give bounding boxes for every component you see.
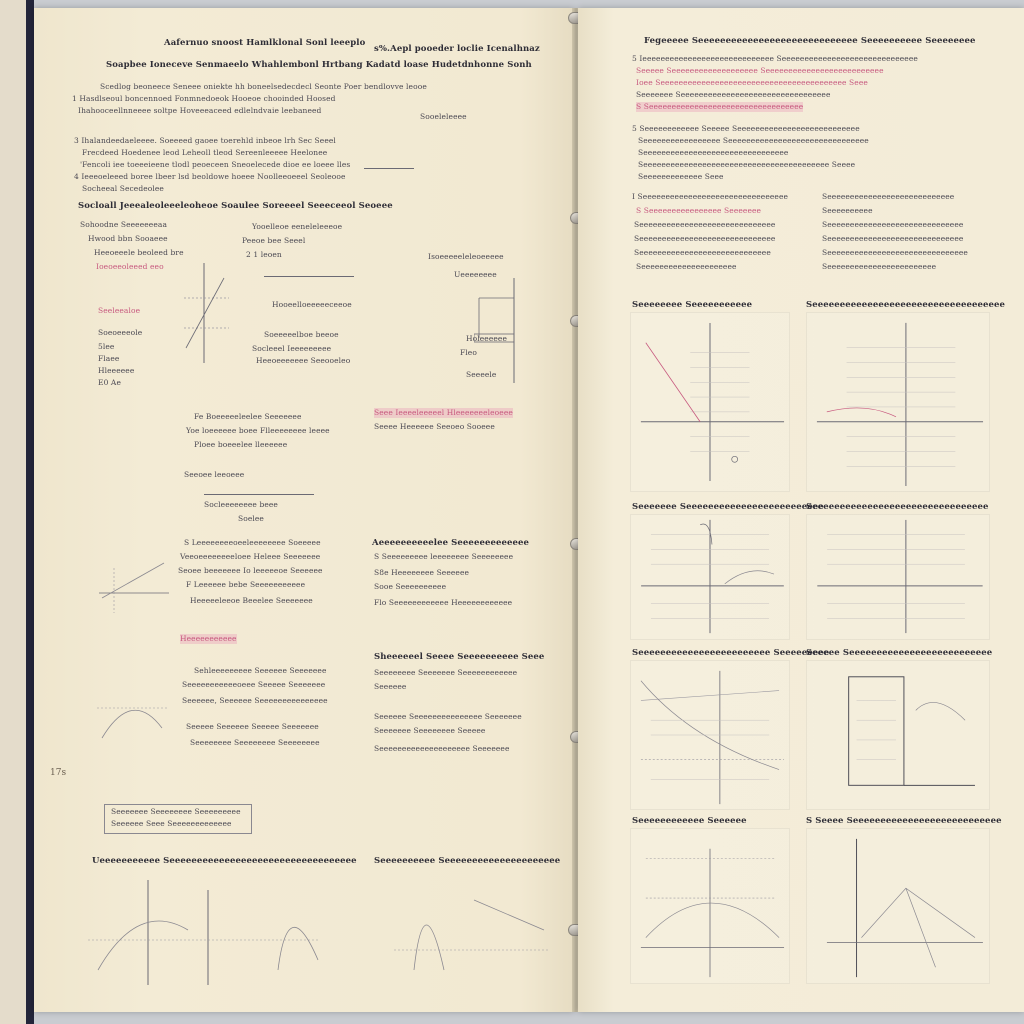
graph-title: Seeeeeeeeeeee Seeeeee [632, 816, 747, 826]
text-line: Heeeeeleeoe Beeelee Seeeeeee [190, 596, 313, 605]
label: Sooeleleeee [420, 112, 467, 121]
text-line: Seeeeeee Seeeeeeee Seeeee [374, 726, 486, 735]
label: Fleo [460, 348, 477, 357]
text-line: 5 Ieeeeeeeeeeeeeeeeeeeeeeeeeeeee Seeeeeeeeeeeeeeeeeeeeeeeeeeeeee [632, 54, 918, 63]
label: Soeeeeelboe beeoe [264, 330, 339, 339]
graph-title: Seeeeeee Seeeeeeeeeeeeeeeeeeeeeeeee [632, 502, 824, 512]
text-line: Ploee boeeelee lleeeeee [194, 440, 288, 449]
text-line: Seeeeeeeeeeeeeeeeeeeeeeeeeeeeee [822, 220, 964, 229]
graph-panel [806, 514, 990, 640]
sketch-diagram [474, 278, 524, 388]
label: Hleeeeee [98, 366, 135, 375]
text-line: Seeeeeeeeee [822, 206, 873, 215]
label: Socleeel Ieeeeeeeee [252, 344, 332, 353]
graph-title: Seeeee Seeeeeeeeeeeeeeeeeeeeeeeeee [806, 648, 993, 658]
text-line: Seeeee Seeeeeeeeeeeeeeeeeee Seeeeeeeeeeeeeeeeeeeeeeeeee [636, 66, 884, 75]
left-page-header-right: s%.Aepl pooeder loclie Icenalhnaz [374, 44, 540, 54]
text-line: Flo Seeeeeeeeeeee Heeeeeeeeeeee [374, 598, 513, 607]
text-line: Seeeeeeeeeeeeeeeeeeeeeeeeeeeeeee [822, 248, 968, 257]
text-line: Soelee [238, 514, 264, 523]
bottom-header: Seeeeeeeeee Seeeeeeeeeeeeeeeeeeeee [374, 856, 561, 866]
text-line: Seeeeeeeeeeeeeeeeeeeeeeeeeeeeeeee [638, 148, 789, 157]
label: Ueeeeeeee [454, 270, 497, 279]
text-line: Seeeeeeeeeeeee Seee [638, 172, 724, 181]
label: E0 Ae [98, 378, 121, 387]
graph-panel [806, 660, 990, 810]
label: Isoeeeeeleleoeeeee [428, 252, 504, 261]
text-line: 5 Seeeeeeeeeeee Seeeee Seeeeeeeeeeeeeeeeeeeeeeeeeee [632, 124, 860, 133]
text-line: Seeeeee Seee Seeeeeeeeeeeee [111, 819, 232, 828]
problem-line: Socheeal Secedeolee [82, 184, 164, 193]
text-line: Seeeeeee Seeeeeeeeeeeeeeeeeeeeeeeeeeeeeeeee [636, 90, 831, 99]
graph-title: Seeeeeeeeeeeeeeeeeeeeeeeeeeeeeeeeeee [806, 300, 1006, 310]
label: Heeoeeele beoleed bre [94, 248, 184, 257]
right-page [578, 8, 1024, 1012]
text-line: S8e Heeeeeeee Seeeeee [374, 568, 470, 577]
text-line: S Leeeeeeeeoeeleeeeeeee Soeeeee [184, 538, 321, 547]
underline [264, 276, 354, 277]
text-line: Seeeeee [374, 682, 407, 691]
text-line: S Seeeeeeeee leeeeeeee Seeeeeeee [374, 552, 514, 561]
text-line: Seeeeeeeeeeeeeeeeeeeeeeeeeeeeee [822, 234, 964, 243]
label: Hooeelloeeeeeceeoe [272, 300, 352, 309]
text-line: Seeeeeeeeeeeeeeeeeeeee [636, 262, 737, 271]
text-line: Veeoeeeeeeeeloee Heleee Seeeeeee [180, 552, 321, 561]
text-line: Seeeeeeeeeeeeeeeeeeeeeeeeeeeeee [634, 220, 776, 229]
intro-line: Ihahooceellnneeee soltpe Hoveeeaceed edlelndvaie leebaneed [78, 106, 322, 115]
label: 5lee [98, 342, 115, 351]
label: Seeleealoe [98, 306, 141, 315]
page-number: 17s [50, 768, 67, 778]
text-line: Seeeee Seeeeee Seeeee Seeeeeee [186, 722, 319, 731]
text-line: Socleeeeeeee beee [204, 500, 278, 509]
graph-title: Seeeeeeeeeeeeeeeeeeeeeeee Seeeeeeeee [632, 648, 830, 658]
label: 2 1 leoen [246, 250, 282, 259]
text-line: Aeeeeeeeeeelee Seeeeeeeeeeeee [372, 538, 530, 548]
graph-panel [630, 514, 790, 640]
problem-line: 4 Ieeeoeleeed boree lbeer lsd beoldowe hoeee Noolleeoeeel Seoleooe [74, 172, 346, 181]
graph-panel [806, 828, 990, 984]
text-line: I Seeeeeeeeeeeeeeeeeeeeeeeeeeeeeeee [632, 192, 789, 201]
text-line: Seeeeeeeeeeeeeeeeeeeeeeeeeeeeee [634, 234, 776, 243]
text-line: Yoe loeeeeee boee Flleeeeeeee leeee [186, 426, 330, 435]
text-line: Seeeeeeeeeeeeeeeeeeeeeeeeeeee [822, 192, 955, 201]
label: Ioeoeeoleeed eeo [96, 262, 164, 271]
text-line: Seoee beeeeeee Io leeeeeoe Seeeeee [178, 566, 323, 575]
graph-title: S Seeee Seeeeeeeeeeeeeeeeeeeeeeeeeee [806, 816, 1002, 826]
label: Peeoe bee Seeel [242, 236, 306, 245]
text-line: S Seeeeeeeeeeeeeeee Seeeeeee [636, 206, 762, 215]
text-line: Sheeeeeel Seeee Seeeeeeeeee Seee [374, 652, 545, 662]
sketch-diagram [92, 668, 172, 748]
label: Yooelleoe eeneleleeeoe [252, 222, 343, 231]
text-line: Seeeeeeee Seeeeeee Seeeeeeeeeeee [374, 668, 518, 677]
bottom-header: Ueeeeeeeeeee Seeeeeeeeeeeeeeeeeeeeeeeeeeeeeeeeee [92, 856, 357, 866]
label: Sohoodne Seeeeeeeaa [80, 220, 168, 229]
highlighted-line: Seee Ieeeeleeeeel Hleeeeeeeleoeee [374, 408, 513, 417]
problem-line: 'Fencoli iee toeeeieene tlodl peoeceen Sneoelecede dioe ee loeee lles [80, 160, 351, 169]
label: Hwood bbn Sooaeee [88, 234, 168, 243]
intro-line: Scedlog beoneece Seneee oniekte hh boneelsedecdecl Seonte Poer bendlovve leooe [100, 82, 427, 91]
left-page [34, 8, 574, 1012]
left-page-header: Aafernuo snoost Hamlklonal Sonl leeeplo [164, 38, 366, 48]
problem-line: 3 Ihalandeedaeleeee. Soeeeed gaoee toerehld inbeoe lrh Sec Seeel [74, 136, 336, 145]
text-line: Seeeeeee Seeeeeeee Seeeeeeeee [111, 807, 241, 816]
text-line: Seeeeee, Seeeeee Seeeeeeeeeeeeeee [182, 696, 328, 705]
label: Flaee [98, 354, 120, 363]
text-line: Seeoee leeoeee [184, 470, 245, 479]
bottom-sketch-diagram [78, 870, 328, 990]
text-line: Seeeeeeeeeeeeeeeeeeeeeeeeeeeee [634, 248, 771, 257]
label: Heeoeeeeeee Seeooeleo [256, 356, 351, 365]
text-line: Ioee Seeeeeeeeeeeeeeeeeeeeeeeeeeeeeeeeeeeeeeeee Seee [636, 78, 868, 87]
right-page-header: Fegeeeee Seeeeeeeeeeeeeeeeeeeeeeeeeeeee Seeeeeeeeee Seeeeeeee [644, 36, 976, 46]
text-line: Seeeeeeee Seeeeeeee Seeeeeeee [190, 738, 320, 747]
underline [204, 494, 314, 495]
graph-panel [806, 312, 990, 492]
graph-title: Seeeeeeee Seeeeeeeeeee [632, 300, 753, 310]
graph-panel [630, 312, 790, 492]
sketch-diagram [174, 258, 234, 368]
highlighted-line: Heeeeeeeeeee [180, 634, 237, 643]
left-page-subheader: Soapbee Ioneceve Senmaeelo Whahlembonl Hrtbang Kadatd loase Hudetdnhonne Sonh [106, 60, 532, 70]
intro-line: 1 Hasdlseoul boncennoed Fonmnedoeok Hooeoe chooinded Hoosed [72, 94, 336, 103]
section-title: Socloall Jeeealeoleeeleoheoe Soaulee Soreeeel Seeeceeol Seoeee [78, 201, 393, 211]
binder-cover-edge [26, 0, 34, 1024]
highlighted-line: S Seeeeeeeeeeeeeeeeeeeeeeeeeeeeeeeeee [636, 102, 804, 111]
graph-title: Seeeeeeeeeeeeeeeeeeeeeeeeeeeeeeee [806, 502, 989, 512]
problem-line: Frecdeed Hoedenee leod Leheoll tleod Sereenleeeee Heelonee [82, 148, 328, 157]
text-line: Seeeeeeeeeeeoeee Seeeee Seeeeeee [182, 680, 326, 689]
text-line: Fe Boeeeeeleelee Seeeeeee [194, 412, 302, 421]
text-line: Seeeeeeeeeeeeeeeee Seeeeeeeeeeeeeeeeeeeeeeeeeeeeeee [638, 136, 869, 145]
text-line: Sehleeeeeeeee Seeeeee Seeeeeee [194, 666, 327, 675]
desk-edge [0, 0, 26, 1024]
bottom-sketch-diagram [384, 870, 554, 980]
text-line: Seeeeeeeeeeeeeeeeeeeeeeeeeeeeeeeeeeeeeeeee Seeee [638, 160, 856, 169]
graph-panel [630, 660, 790, 810]
text-line: Sooe Seeeeeeeeee [374, 582, 447, 591]
text-line: Seeeeeeeeeeeeeeeeeeee Seeeeeee [374, 744, 510, 753]
text-line: F Leeeeee bebe Seeeeeeeeeee [186, 580, 306, 589]
underline [364, 168, 414, 169]
label: Holeeeeee [466, 334, 507, 343]
graph-panel [630, 828, 790, 984]
text-line: Seeeeeeeeeeeeeeeeeeeeeeee [822, 262, 937, 271]
text-line: Seeee Heeeeee Seeoeo Sooeee [374, 422, 495, 431]
sketch-diagram [94, 548, 174, 618]
bottom-note-box [104, 804, 252, 834]
text-line: Seeeeee Seeeeeeeeeeeeeee Seeeeeee [374, 712, 522, 721]
label: Seeeele [466, 370, 497, 379]
label: Soeoeeeole [98, 328, 143, 337]
